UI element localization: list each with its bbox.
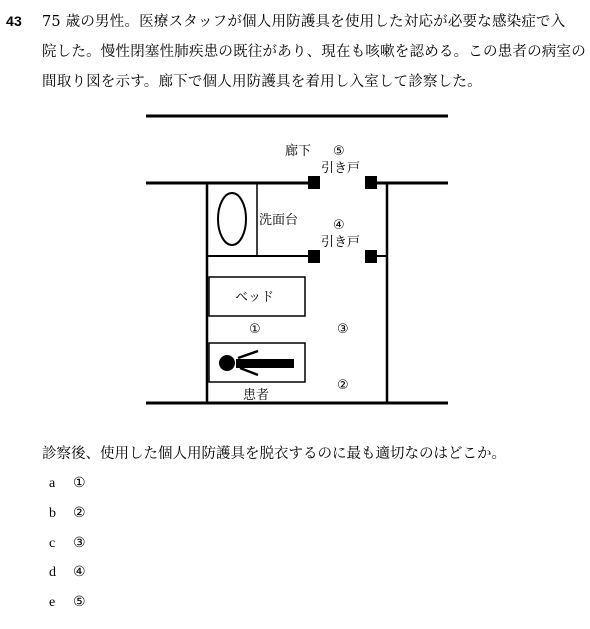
- inner-sliding-door-label: 引き戸: [321, 235, 361, 250]
- choice-letter: e: [49, 595, 56, 610]
- choice-text: ④: [73, 564, 86, 580]
- outer-sliding-door-label: 引き戸: [321, 161, 361, 176]
- bed-label: ベッド: [235, 290, 275, 305]
- question-text-2: 院した。慢性閉塞性肺疾患の既往があり、現在も咳嗽を認める。この患者の病室の: [42, 44, 586, 60]
- outer-door-post-right: [365, 176, 377, 189]
- inner-door-post-left: [308, 250, 320, 263]
- choice-text: ③: [73, 535, 86, 551]
- patient-label: 患者: [243, 388, 270, 403]
- question-number: 43: [6, 13, 22, 29]
- choice-e[interactable]: [49, 594, 86, 611]
- question-text-1: 75 歳の男性。医療スタッフが個人用防護具を使用した対応が必要な感染症で入: [42, 14, 566, 30]
- choice-text: ②: [73, 505, 86, 521]
- choice-a[interactable]: [49, 475, 86, 492]
- choice-letter: b: [49, 506, 56, 521]
- marker-1: ①: [249, 322, 261, 337]
- corridor-label: 廊下: [285, 144, 312, 159]
- sub-question: 診察後、使用した個人用防護具を脱衣するのに最も適切なのはどこか。: [42, 446, 506, 462]
- choice-letter: a: [49, 476, 56, 491]
- inner-door-post-right: [365, 250, 377, 263]
- marker-2: ②: [337, 378, 349, 393]
- marker-3: ③: [337, 322, 349, 337]
- question-text-3: 間取り図を示す。廊下で個人用防護具を着用し入室して診察した。: [42, 74, 482, 90]
- choice-letter: c: [49, 536, 56, 551]
- marker-5: ⑤: [333, 144, 345, 159]
- choice-d[interactable]: [49, 564, 86, 581]
- choice-letter: d: [49, 565, 56, 580]
- sink-basin: [218, 193, 246, 245]
- choice-text: ①: [73, 475, 86, 491]
- patient-figure-icon: [219, 351, 294, 375]
- choice-c[interactable]: [49, 535, 86, 552]
- choice-b[interactable]: [49, 505, 86, 522]
- outer-door-post-left: [308, 176, 320, 189]
- choice-text: ⑤: [73, 594, 86, 610]
- marker-4: ④: [333, 218, 345, 233]
- sink-label: 洗面台: [259, 213, 299, 228]
